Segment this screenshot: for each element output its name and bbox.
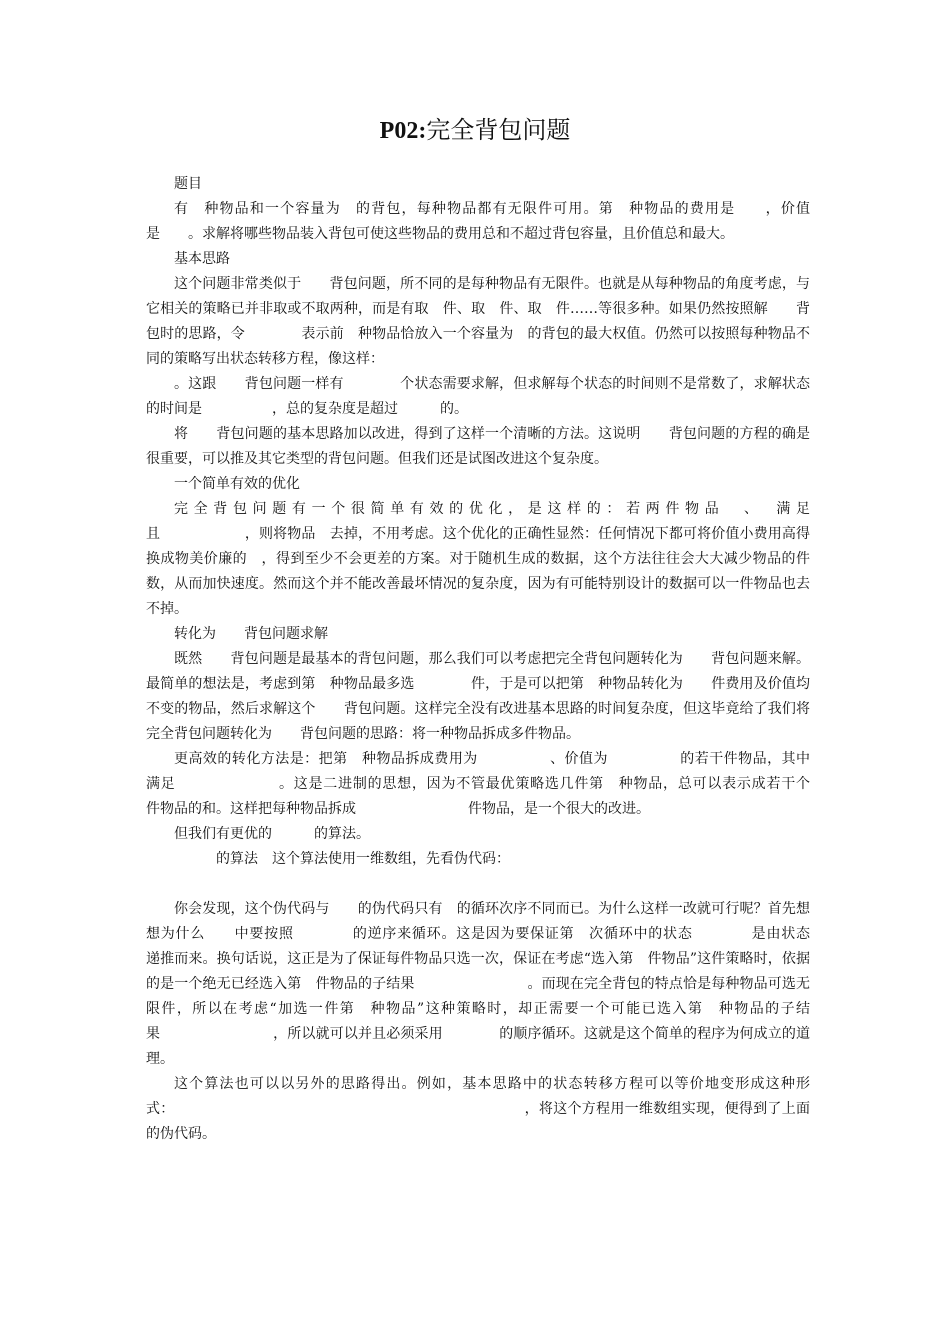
document-body <box>146 172 936 1147</box>
pseudocode-placeholder <box>146 872 810 897</box>
section-heading-basic-idea: 基本思路 <box>174 251 230 267</box>
section-heading-algorithm: 的算法 这个算法使用一维数组，先看伪代码： <box>174 851 510 867</box>
paragraph-algorithm-1: 你会发现，这个伪代码与 的伪代码只有 的循环次序不同而已。为什么这样一改就可行呢？首先想想为什么 中要按照 的逆序来循环。这是因为要保证第 次循环中的状态 是由状态 递推而来。换句话说，这正是为了保证每件物品只选一次，保证在考虑“选入第 件物品”这件策略时，依据的是一个绝无已经选入第 件物品的子结果 。而现在完全背包的特点恰是每种物品可选无限件，所以在考虑“加选一件第 种物品”这种策略时，却正需要一个可能已选入第 种物品的子结果 ，所以就可以并且必须采用 的顺序循环。这就是这个简单的程序为何成立的道理。 <box>146 901 936 1067</box>
paragraph-basic-idea-2: 。这跟 背包问题一样有 个状态需要求解，但求解每个状态的时间则不是常数了，求解状态 的时间是 ，总的复杂度是超过 的。 <box>146 376 866 417</box>
paragraph-problem: 有 种物品和一个容量为 的背包，每种物品都有无限件可用。第 种物品的费用是 ，价值是 。求解将哪些物品装入背包可使这些物品的费用总和不超过背包容量，且价值总和最大。 <box>146 201 810 242</box>
paragraph-conversion-2: 更高效的转化方法是：把第 种物品拆成费用为 、价值为 的若干件物品，其中 满足 。这是二进制的思想，因为不管最优策略选几件第 种物品，总可以表示成若干个 件物品的和。这样把每种物品拆成 件物品，是一个很大的改进。 <box>146 751 838 817</box>
title-code: P02: <box>379 118 427 144</box>
paragraph-basic-idea-1: 这个问题非常类似于 背包问题，所不同的是每种物品有无限件。也就是从每种物品的角度考虑，与它相关的策略已并非取或不取两种，而是有取 件、取 件、取 件……等很多种。如果仍然按照解 背包时的思路，令 表示前 种物品恰放入一个容量为 的背包的最大权值。仍然可以按照每种物品不同的策略写出状态转移方程，像这样： <box>146 276 810 367</box>
paragraph-basic-idea-3: 将 背包问题的基本思路加以改进，得到了这样一个清晰的方法。这说明 背包问题的方程的确是很重要，可以推及其它类型的背包问题。但我们还是试图改进这个复杂度。 <box>146 426 810 467</box>
paragraph-conversion-1: 既然 背包问题是最基本的背包问题，那么我们可以考虑把完全背包问题转化为 背包问题来解。最简单的想法是，考虑到第 种物品最多选 件，于是可以把第 种物品转化为 件费用及价值均不变的物品，然后求解这个 背包问题。这样完全没有改进基本思路的时间复杂度，但这毕竟给了我们将完全背包问题转化为 背包问题的思路：将一种物品拆成多件物品。 <box>146 651 810 742</box>
paragraph-optimization: 完全背包问题有一个很简单有效的优化，是这样的：若两件物品 、 满足 且 ，则将物品 去掉，不用考虑。这个优化的正确性显然：任何情况下都可将价值小费用高得 换成物美价廉的 ，得到至少不会更差的方案。对于随机生成的数据，这个方法往往会大大减少物品的件数，从而加快速度。然而这个并不能改善最坏情况的复杂度，因为有可能特别设计的数据可以一件物品也去不掉。 <box>146 501 894 617</box>
section-heading-conversion: 转化为 背包问题求解 <box>174 626 328 642</box>
paragraph-conversion-3: 但我们有更优的 的算法。 <box>174 826 370 842</box>
paragraph-algorithm-2: 这个算法也可以以另外的思路得出。例如，基本思路中的状态转移方程可以等价地变形成这种形式： ，将这个方程用一维数组实现，便得到了上面的伪代码。 <box>146 1076 810 1142</box>
title-text: 完全背包问题 <box>426 116 571 144</box>
section-heading-optimization: 一个简单有效的优化 <box>174 476 300 492</box>
section-heading-problem: 题目 <box>174 176 202 192</box>
page-title <box>0 112 950 149</box>
